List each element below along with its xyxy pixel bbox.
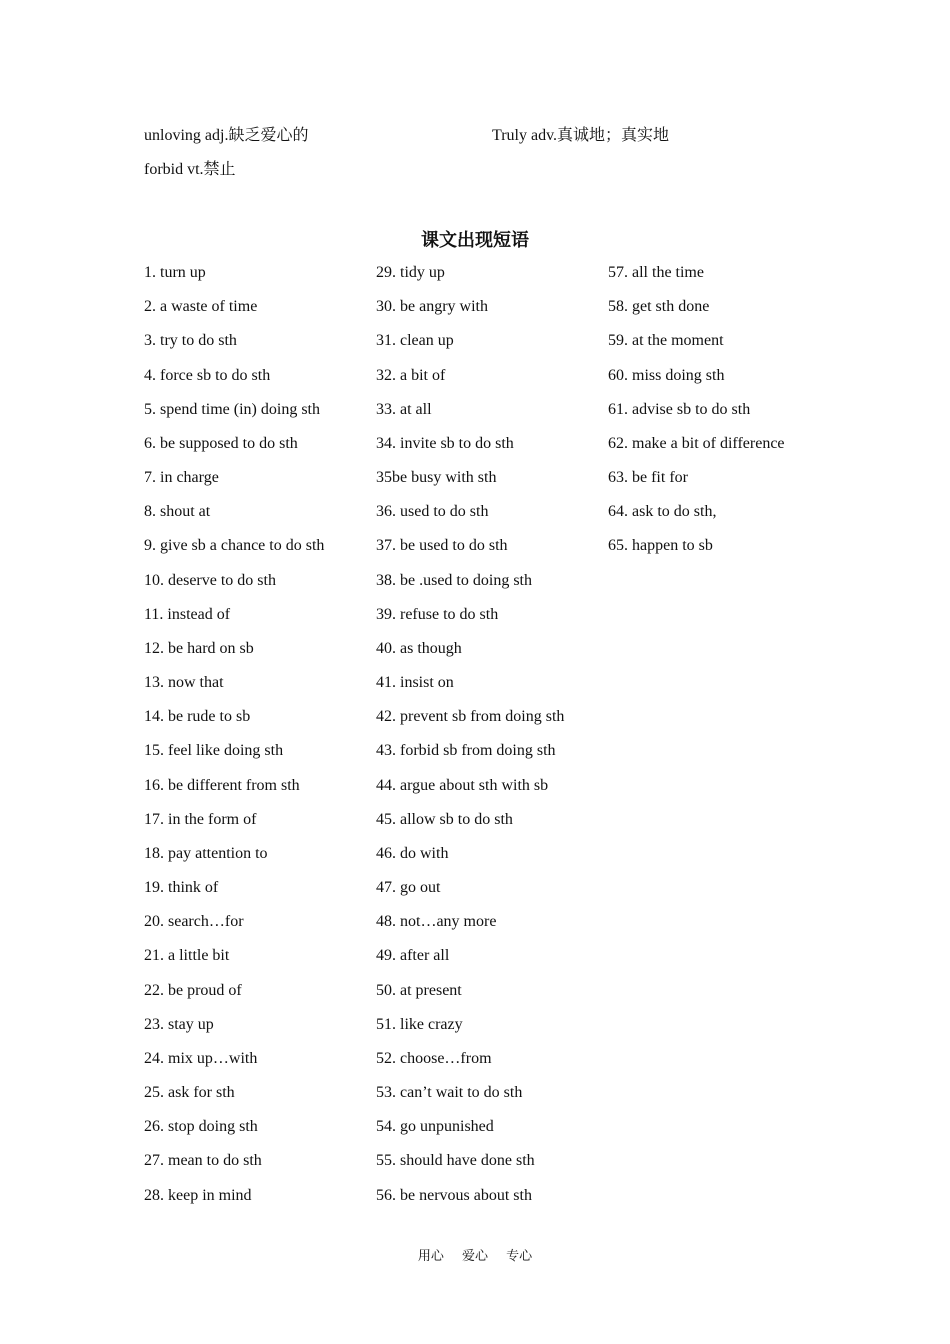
phrase-item: 3. try to do sth [144,332,237,350]
phrase-item: 29. tidy up [376,264,445,281]
phrase-item: 55. should have done sth [376,1152,535,1170]
vocab-entry: Truly adv.真诚地；真实地 [492,127,670,144]
phrase-item: 26. stop doing sth [144,1118,258,1136]
phrase-item: 56. be nervous about sth [376,1186,532,1204]
phrase-column-2 [376,261,608,1218]
phrase-item: 32. a bit of [376,366,446,384]
phrase-item: 18. pay attention to [144,844,268,862]
phrase-item: 40. as though [376,639,462,657]
phrase-item: 22. be proud of [144,981,242,999]
phrase-item: 65. happen to sb [608,537,713,555]
phrase-item: 10. deserve to do sth [144,571,276,589]
phrase-item: 53. can’t wait to do sth [376,1084,523,1102]
footer-motto: 专心 [506,1249,533,1264]
phrase-item: 48. not…any more [376,913,497,931]
phrase-item: 35be busy with sth [376,469,497,487]
phrase-item: 1. turn up [144,264,206,281]
phrase-item: 9. give sb a chance to do sth [144,537,325,555]
phrase-item: 59. at the moment [608,332,724,350]
phrase-item: 31. clean up [376,332,454,350]
phrase-item: 51. like crazy [376,1015,463,1033]
phrase-item: 42. prevent sb from doing sth [376,708,565,726]
phrase-item: 27. mean to do sth [144,1152,262,1170]
phrase-item: 44. argue about sth with sb [376,776,549,794]
phrase-item: 16. be different from sth [144,776,300,794]
phrase-item: 25. ask for sth [144,1084,235,1102]
phrase-item: 21. a little bit [144,947,230,965]
phrase-column-1 [144,261,376,1218]
phrase-column-3 [608,261,848,1218]
vocab-row [144,124,824,158]
phrase-item: 38. be .used to doing sth [376,571,532,589]
phrase-item: 20. search…for [144,913,244,931]
phrase-item: 57. all the time [608,264,704,281]
phrase-item: 37. be used to do sth [376,537,508,555]
vocab-row [144,158,824,192]
phrase-item: 28. keep in mind [144,1186,252,1204]
phrase-item: 63. be fit for [608,469,688,487]
phrase-item: 46. do with [376,844,449,862]
phrase-item: 6. be supposed to do sth [144,434,298,452]
phrase-item: 8. shout at [144,503,211,521]
phrase-item: 60. miss doing sth [608,366,725,384]
phrase-item: 36. used to do sth [376,503,489,521]
phrase-list [144,261,848,1218]
phrase-item: 13. now that [144,674,224,692]
phrase-item: 58. get sth done [608,298,710,316]
phrase-item: 5. spend time (in) doing sth [144,400,320,418]
phrase-item: 14. be rude to sb [144,708,251,726]
phrase-item: 7. in charge [144,469,219,487]
phrase-item: 47. go out [376,879,441,897]
phrase-item: 15. feel like doing sth [144,742,284,760]
phrase-item: 49. after all [376,947,450,965]
phrase-item: 17. in the form of [144,810,257,828]
phrase-item: 4. force sb to do sth [144,366,271,384]
phrase-item: 43. forbid sb from doing sth [376,742,556,760]
phrase-item: 23. stay up [144,1015,214,1033]
phrase-item: 12. be hard on sb [144,639,254,657]
phrase-item: 33. at all [376,400,432,418]
section-title: 课文出现短语 [421,230,529,250]
phrase-item: 61. advise sb to do sth [608,400,751,418]
phrase-item: 39. refuse to do sth [376,605,499,623]
phrase-item: 54. go unpunished [376,1118,494,1136]
vocabulary-list [144,124,824,192]
phrase-item: 34. invite sb to do sth [376,434,514,452]
phrase-item: 62. make a bit of difference [608,434,785,452]
phrase-item: 11. instead of [144,605,231,623]
phrase-item: 45. allow sb to do sth [376,810,513,828]
vocab-entry: forbid vt.禁止 [144,161,236,178]
footer-motto: 爱心 [461,1249,488,1264]
phrase-item: 64. ask to do sth, [608,503,717,521]
phrase-item: 19. think of [144,879,219,897]
footer-motto: 用心 [417,1249,444,1264]
page-footer [0,1247,950,1267]
vocab-entry: unloving adj.缺乏爱心的 [144,127,309,144]
phrase-item: 30. be angry with [376,298,488,316]
phrase-item: 41. insist on [376,674,454,692]
phrase-item: 24. mix up…with [144,1049,258,1067]
phrase-item: 2. a waste of time [144,298,258,316]
phrase-item: 52. choose…from [376,1049,492,1067]
phrase-item: 50. at present [376,981,462,999]
